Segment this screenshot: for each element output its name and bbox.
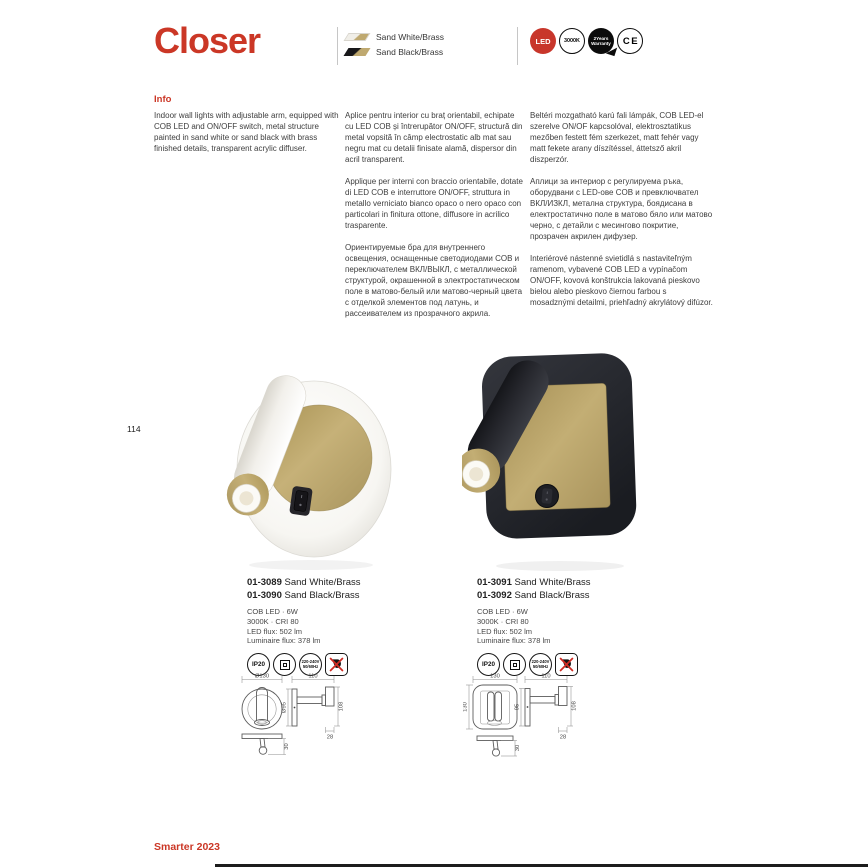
- finish-label: Sand Black/Brass: [376, 47, 444, 57]
- spec-line: COB LED · 6W: [477, 607, 528, 616]
- ip20-label: IP20: [252, 661, 265, 669]
- finish-option-sand-black: [346, 47, 444, 57]
- voltage-bottom: 50/60Hz: [302, 663, 319, 669]
- dim-depth: 28: [559, 734, 567, 741]
- header-divider: [337, 27, 338, 65]
- spec-line: Luminaire flux: 378 lm: [477, 636, 551, 646]
- product-code-line: [477, 577, 677, 590]
- description-column-2: [345, 110, 525, 330]
- led-badge-label: LED: [535, 36, 551, 46]
- description-ro: Aplice pentru interior cu braț orientabil, echipate cu LED COB și întrerupător ON/OFF, structură din metal vopsită în câmp electrostatic alb mat sau negru mat cu detalii finisate alamă, dispersor din acril transparent.: [345, 111, 523, 164]
- dim-height: 108: [571, 701, 578, 711]
- cct-badge-label: 3000K: [564, 38, 580, 44]
- description-en: Indoor wall lights with adjustable arm, equipped with COB LED and ON/OFF switch, metal structure painted in sand white or sand black with brass finished details, transparent acrylic diffuser.: [154, 111, 339, 153]
- description-it: Applique per interni con braccio orientabile, dotate di LED COB e interruttore ON/OFF, struttura in metallo verniciato bianco opaco o nero opaco con particolari in finitura ottone, diffusore in acrilico trasparente.: [345, 177, 523, 230]
- description-sk: Interiérové nástenné svietidlá s nastaviteľným ramenom, vybavené COB LED a vypínačom ON/OFF, kovová konštrukcia lakovaná pieskovo bielou alebo pieskovo čiernou farbou s mosadznými detailmi, priehľadný akrylátový difúzor.: [530, 254, 713, 307]
- product-finish: Sand White/Brass: [284, 577, 361, 588]
- dim-depth: 28: [326, 734, 334, 741]
- dim-side-width: 110: [308, 673, 318, 680]
- ce-mark-label: CE: [622, 35, 640, 47]
- dim-front-height: 130: [463, 702, 469, 712]
- sand-white-brass-swatch-icon: [344, 33, 371, 41]
- description-ru: Ориентируемые бра для внутреннего освещения, оснащенные светодиодами COB и переключателем ВКЛ/ВЫКЛ, с металлической структурой, окрашенной в электростатическом поле в матово-белый или матово-черный цвета с отделкой элементов под латунь, и рассеивателем из прозрачного акрила.: [345, 243, 523, 318]
- page-number: 114: [127, 424, 141, 434]
- dim-height: 108: [338, 701, 345, 712]
- product-code-line: [477, 590, 677, 603]
- description-bg: Аплици за интериор с регулируема ръка, оборудвани с LED-ове COB и превключвател ВКЛ/ИЗКЛ, метална структура, боядисана в електростатично поле в матово бяло или матово черно, с детайли с месингово покритие, прозрачен акрилен дифузер.: [530, 177, 713, 241]
- warranty-badge: [588, 28, 614, 54]
- sand-black-brass-swatch-icon: [344, 48, 371, 56]
- warranty-badge-top: 2Years: [593, 35, 609, 41]
- voltage-bottom: 50/60Hz: [532, 663, 549, 669]
- product-code: 01-3092: [477, 589, 512, 601]
- spec-line: Luminaire flux: 378 lm: [247, 636, 321, 646]
- spec-lines: [247, 607, 447, 646]
- lamp-shadow: [249, 560, 373, 570]
- technical-drawing-square: [463, 672, 580, 769]
- finish-option-sand-white: [346, 32, 444, 42]
- warranty-badge-bottom: Warranty: [591, 41, 611, 46]
- spec-line: LED flux: 502 lm: [477, 626, 533, 636]
- voltage-top: 220-240V: [301, 658, 320, 664]
- product-finish: Sand Black/Brass: [514, 589, 590, 601]
- technical-drawing-round: [234, 672, 346, 769]
- product-photo-round-lamp: [216, 372, 398, 572]
- description-column-1: [154, 110, 342, 165]
- header-divider: [517, 27, 518, 65]
- finish-label: Sand White/Brass: [376, 32, 445, 42]
- lamp-shadow: [496, 561, 624, 571]
- product-code: 01-3091: [477, 577, 512, 588]
- product-photo-square-lamp: [462, 343, 658, 573]
- description-hu: Beltéri mozgatható karú fali lámpák, COB LED-el szerelve ON/OF kapcsolóval, elektrosztatikus mezőben festett fém szerkezet, matt fehér vagy matt fekete arany díszítéssel, áttetsző akril diszperzór.: [530, 111, 704, 164]
- dim-plate: 95: [514, 703, 521, 711]
- ce-mark-badge: [617, 28, 643, 54]
- spec-line: 3000K · CRI 80: [477, 616, 529, 626]
- dim-front-diameter: Ø130: [254, 673, 270, 680]
- product-code-line: [247, 577, 447, 590]
- dim-front-width: 130: [490, 673, 500, 680]
- dim-plate-diameter: Ø95: [281, 702, 288, 713]
- product-code-line: [247, 590, 447, 603]
- led-badge: [530, 28, 556, 54]
- product-code: 01-3089: [247, 577, 282, 588]
- spec-lines: [477, 607, 677, 646]
- spec-line: 3000K · CRI 80: [247, 616, 299, 626]
- product-finish: Sand Black/Brass: [284, 589, 360, 601]
- page-edge-line: [215, 864, 868, 867]
- product-code: 01-3090: [247, 589, 282, 601]
- dim-arm-length: 30: [515, 744, 521, 752]
- product-spec-square: [477, 577, 677, 676]
- product-spec-round: [247, 577, 447, 676]
- dim-arm-length: 30: [284, 743, 290, 750]
- page-title: Closer: [154, 20, 261, 61]
- dim-side-width: 110: [541, 673, 551, 680]
- finish-swatches: [346, 32, 444, 57]
- certification-badges: [530, 28, 643, 54]
- info-heading: Info: [154, 94, 172, 105]
- on-off-switch: [289, 486, 313, 517]
- color-temperature-badge: [559, 28, 585, 54]
- spec-line: COB LED · 6W: [247, 607, 298, 616]
- voltage-top: 220-240V: [531, 658, 550, 664]
- spec-line: LED flux: 502 lm: [247, 626, 303, 636]
- description-column-3: [530, 110, 713, 319]
- brand-footer: Smarter 2023: [154, 841, 220, 853]
- ip20-label: IP20: [482, 661, 495, 669]
- product-finish: Sand White/Brass: [514, 577, 591, 588]
